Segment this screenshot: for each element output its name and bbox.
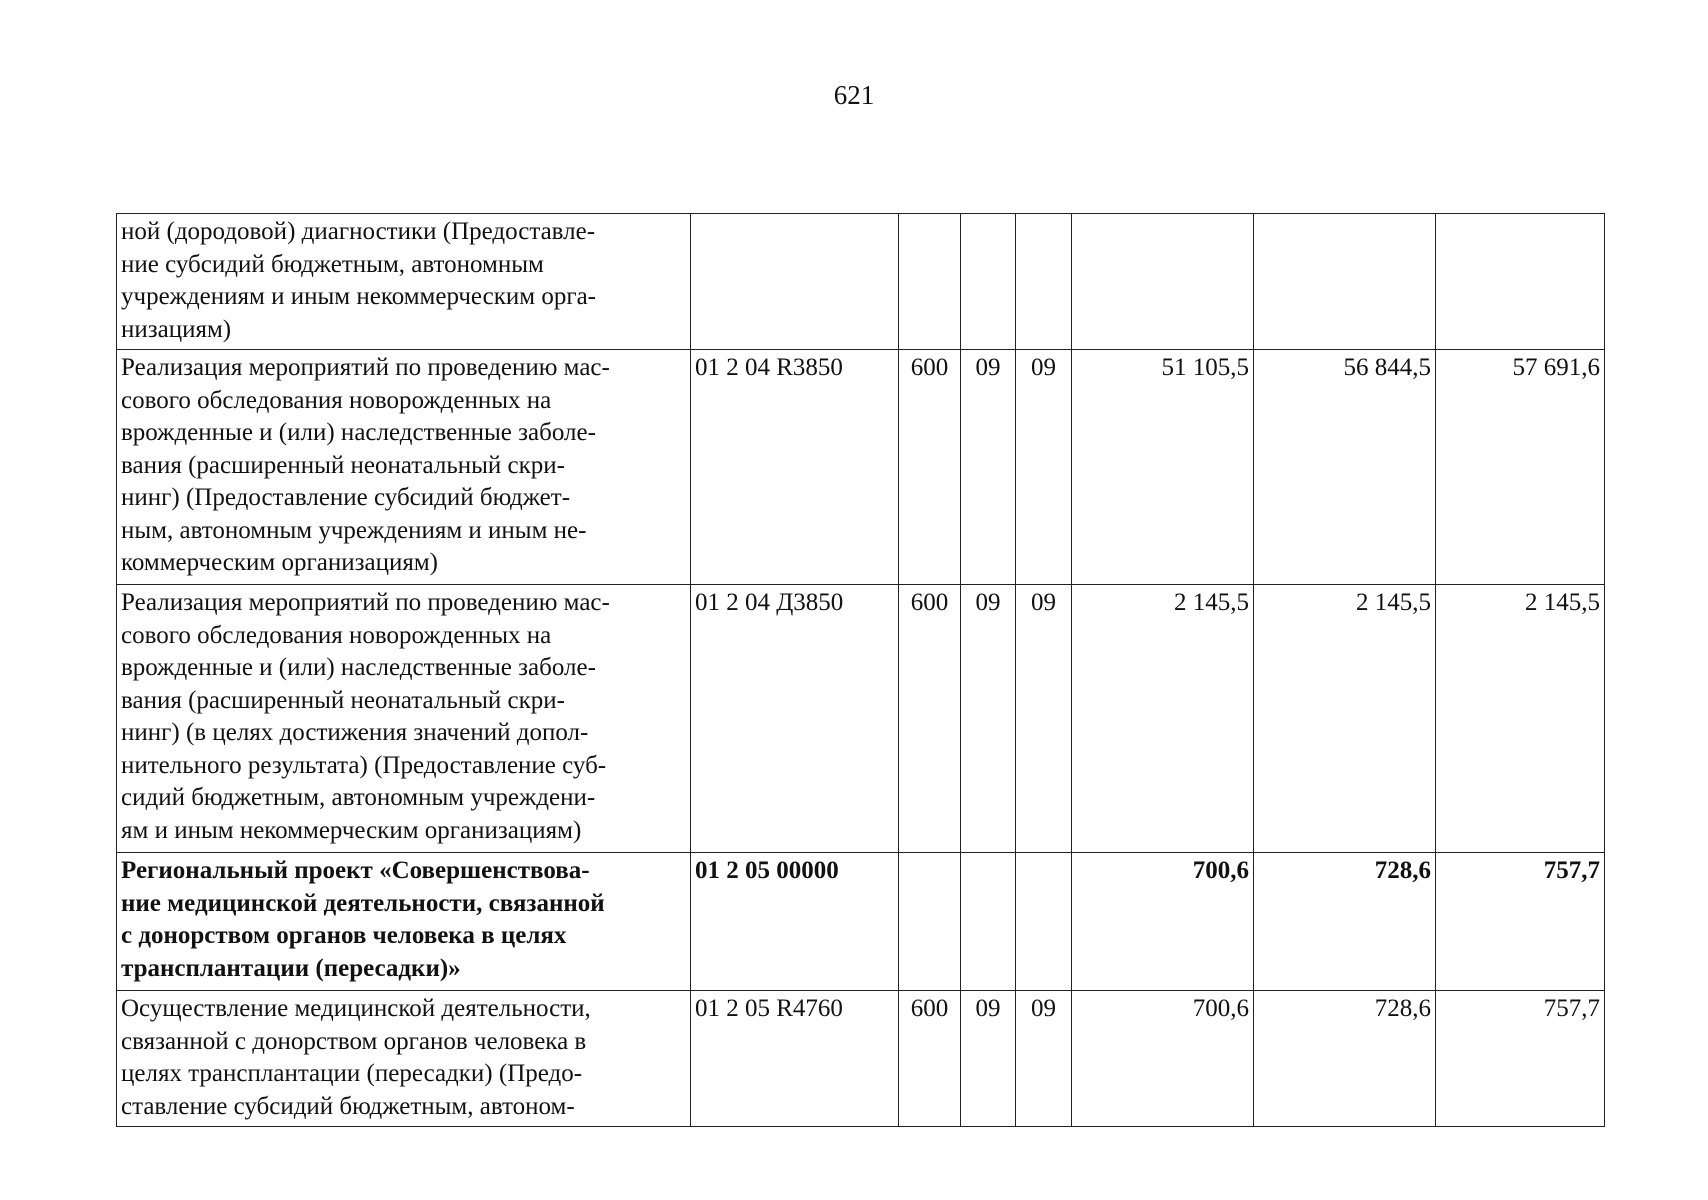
description-line: связанной с донорством органов человека в	[121, 1027, 587, 1055]
description-line: коммерческим организациям)	[121, 549, 438, 576]
description-line: сидий бюджетным, автономным учреждени-	[121, 784, 596, 811]
target-code-cell: 01 2 04 R3850	[691, 350, 899, 585]
description-line: ной (дородовой) диагностики (Предоставле-	[121, 218, 596, 245]
description-cell	[117, 214, 691, 350]
description-line: ям и иным некоммерческим организациям)	[121, 816, 582, 844]
description-line: врожденные и (или) наследственные заболе-	[121, 654, 596, 681]
expense-type-cell: 600	[899, 585, 961, 853]
target-code-cell: 01 2 04 Д3850	[691, 585, 899, 853]
section-cell	[961, 853, 1016, 991]
amount-year-3-cell: 757,7	[1436, 991, 1605, 1127]
amount-year-2-cell: 56 844,5	[1254, 350, 1436, 585]
description-line: Реализация мероприятий по проведению мас-	[121, 354, 610, 381]
expense-type-cell	[899, 853, 961, 991]
subsection-cell: 09	[1016, 350, 1072, 585]
amount-year-1-cell: 2 145,5	[1072, 585, 1254, 853]
target-code-cell: 01 2 05 R4760	[691, 991, 899, 1127]
section-cell: 09	[961, 350, 1016, 585]
description-cell	[117, 853, 691, 991]
subsection-cell: 09	[1016, 585, 1072, 853]
description-line: вания (расширенный неонатальный скри-	[121, 451, 565, 479]
description-line: ние субсидий бюджетным, автономным	[121, 250, 544, 278]
description-line: с донорством органов человека в целях	[121, 922, 567, 949]
table-row	[117, 585, 1605, 853]
budget-table	[116, 213, 1605, 1127]
section-cell: 09	[961, 585, 1016, 853]
expense-type-cell	[899, 214, 961, 350]
amount-year-1-cell: 700,6	[1072, 991, 1254, 1127]
description-line: врожденные и (или) наследственные заболе-	[121, 419, 596, 446]
amount-year-2-cell: 728,6	[1254, 991, 1436, 1127]
description-line: ным, автономным учреждениям и иным не-	[121, 516, 587, 544]
amount-year-3-cell: 2 145,5	[1436, 585, 1605, 853]
description-line: Реализация мероприятий по проведению мас-	[121, 589, 610, 616]
description-line: сового обследования новорожденных на	[121, 621, 552, 649]
description-cell	[117, 991, 691, 1127]
description-line: учреждениям и иным некоммерческим орга-	[121, 283, 596, 310]
table-row	[117, 350, 1605, 585]
amount-year-3-cell: 757,7	[1436, 853, 1605, 991]
description-line: Осуществление медицинской деятельности,	[121, 995, 591, 1022]
subsection-cell: 09	[1016, 991, 1072, 1127]
target-code-cell	[691, 214, 899, 350]
description-line: сового обследования новорожденных на	[121, 386, 552, 414]
description-line: Региональный проект «Совершенствова-	[121, 857, 590, 884]
table-row	[117, 991, 1605, 1127]
subsection-cell	[1016, 214, 1072, 350]
target-code-cell: 01 2 05 00000	[691, 853, 899, 991]
description-line: вания (расширенный неонатальный скри-	[121, 686, 565, 714]
description-line: нительного результата) (Предоставление суб-	[121, 751, 607, 779]
description-line: низациям)	[121, 315, 232, 343]
amount-year-3-cell	[1436, 214, 1605, 350]
amount-year-2-cell: 2 145,5	[1254, 585, 1436, 853]
description-line: нинг) (в целях достижения значений допол-	[121, 719, 589, 746]
table-body	[117, 214, 1605, 1127]
description-line: ставление субсидий бюджетным, автоном-	[121, 1092, 575, 1120]
amount-year-2-cell	[1254, 214, 1436, 350]
page-number: 621	[833, 80, 875, 110]
amount-year-1-cell	[1072, 214, 1254, 350]
description-line: ние медицинской деятельности, связанной	[121, 889, 605, 917]
section-cell: 09	[961, 991, 1016, 1127]
amount-year-2-cell: 728,6	[1254, 853, 1436, 991]
subsection-cell	[1016, 853, 1072, 991]
description-line: нинг) (Предоставление субсидий бюджет-	[121, 484, 571, 511]
amount-year-3-cell: 57 691,6	[1436, 350, 1605, 585]
expense-type-cell: 600	[899, 350, 961, 585]
description-cell	[117, 585, 691, 853]
description-line: целях трансплантации (пересадки) (Предо-	[121, 1060, 583, 1087]
description-cell	[117, 350, 691, 585]
section-cell	[961, 214, 1016, 350]
table-row	[117, 853, 1605, 991]
amount-year-1-cell: 51 105,5	[1072, 350, 1254, 585]
amount-year-1-cell: 700,6	[1072, 853, 1254, 991]
expense-type-cell: 600	[899, 991, 961, 1127]
table-row	[117, 214, 1605, 350]
description-line: трансплантации (пересадки)»	[121, 954, 461, 982]
